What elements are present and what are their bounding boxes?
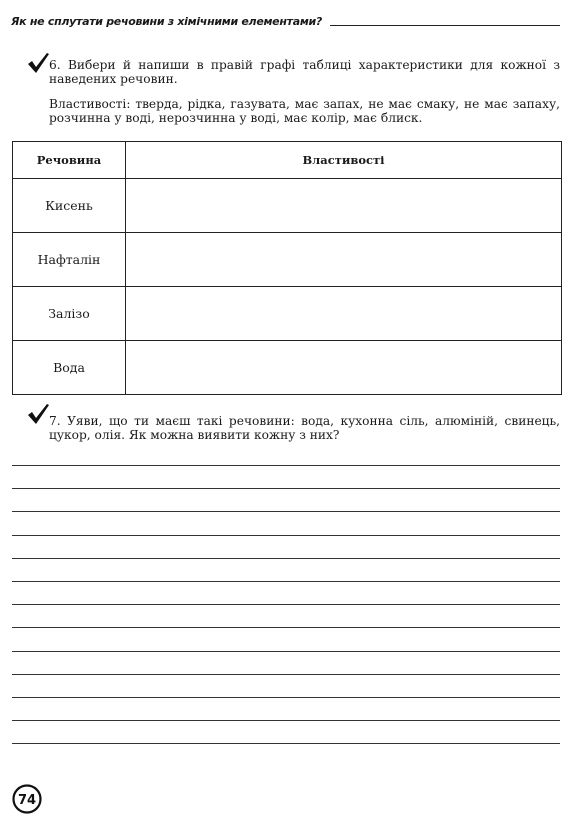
answer-lines [12,465,560,766]
answer-line[interactable] [12,674,560,675]
answer-line[interactable] [12,651,560,652]
properties-answer-cell[interactable] [126,287,562,341]
answer-line[interactable] [12,697,560,698]
substance-cell: Кисень [13,179,126,233]
table-row [13,341,562,395]
page-number: 74 [17,793,37,808]
section-title: Як не сплутати речовини з хімічними елементами? [11,15,323,28]
page-header [11,15,560,28]
header-rule [330,25,560,26]
task-7-instruction: 7. Уяви, що ти маєш такі речовини: вода, кухонна сіль, алюміній, свинець, цукор, олія. Як можна виявити кожну з них? [49,414,560,442]
answer-line[interactable] [12,535,560,536]
properties-table [12,141,562,395]
checkmark-icon [26,52,50,74]
answer-line[interactable] [12,720,560,721]
table-row [13,233,562,287]
properties-answer-cell[interactable] [126,233,562,287]
substance-cell: Нафталін [13,233,126,287]
column-header-substance: Речовина [13,142,126,179]
answer-line[interactable] [12,743,560,744]
table-row [13,287,562,341]
answer-line[interactable] [12,581,560,582]
page-number-badge [12,784,42,814]
answer-line[interactable] [12,465,560,466]
answer-line[interactable] [12,488,560,489]
column-header-properties: Властивості [126,142,562,179]
properties-answer-cell[interactable] [126,179,562,233]
answer-line[interactable] [12,511,560,512]
task-6-instruction: 6. Вибери й напиши в правій графі таблиці характеристики для кожної з наведених речовин. [49,58,560,86]
substance-cell: Вода [13,341,126,395]
answer-line[interactable] [12,604,560,605]
checkmark-icon [26,403,50,425]
substance-cell: Залізо [13,287,126,341]
properties-answer-cell[interactable] [126,341,562,395]
answer-line[interactable] [12,558,560,559]
table-header-row [13,142,562,179]
task-6-properties-list: Властивості: тверда, рідка, газувата, має запах, не має смаку, не має запаху, розчинна у воді, нерозчинна у воді, має колір, має блиск. [49,97,560,125]
table-row [13,179,562,233]
answer-line[interactable] [12,627,560,628]
